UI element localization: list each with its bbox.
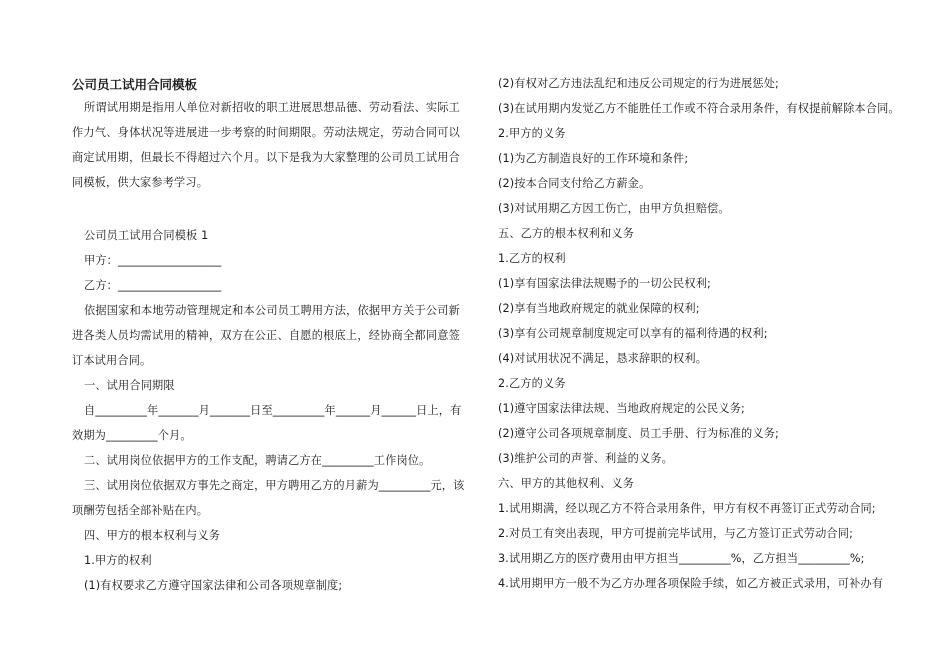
section-3-line-1: 三、试用岗位依据双方事先之商定，甲方聘用乙方的月薪为_________元，该 — [84, 479, 465, 492]
preamble-line-3: 订本试用合同。 — [72, 354, 152, 367]
right-line: (1)为乙方制造良好的工作环境和条件; — [498, 152, 689, 165]
right-line: (1)享有国家法律法规赐予的一切公民权利; — [498, 277, 711, 290]
right-line: 1.乙方的权利 — [498, 252, 566, 265]
party-a-line: 甲方：__________________ — [84, 254, 222, 267]
right-line: (3)在试用期内发觉乙方不能胜任工作或不符合录用条件，有权提前解除本合同。 — [498, 102, 900, 115]
right-line: 2.甲方的义务 — [498, 127, 566, 140]
intro-line-2: 作力气、身体状况等进展进一步考察的时间期限。劳动法规定，劳动合同可以 — [72, 126, 460, 139]
right-line: 3.试用期乙方的医疗费用由甲方担当_________%，乙方担当_________%; — [498, 552, 865, 565]
party-b-line: 乙方：__________________ — [84, 279, 222, 292]
right-line: (3)对试用期乙方因工伤亡，由甲方负担赔偿。 — [498, 202, 730, 215]
section-1-line-1: 自_________年_______月_______日至_________年______月______日上，有 — [84, 404, 462, 417]
right-line: (3)维护公司的声誉、利益的义务。 — [498, 452, 674, 465]
contract-heading: 公司员工试用合同模板 1 — [84, 229, 209, 242]
section-3-line-2: 项酬劳包括全部补贴在内。 — [72, 504, 209, 517]
right-line: (4)对试用状况不满足，恳求辞职的权利。 — [498, 352, 708, 365]
intro-line-1: 所谓试用期是指用人单位对新招收的职工进展思想品德、劳动看法、实际工 — [84, 101, 460, 114]
section-4-heading: 四、甲方的根本权利与义务 — [84, 529, 221, 542]
section-1-line-2: 效期为_________个月。 — [72, 429, 192, 442]
right-line: (2)按本合同支付给乙方薪金。 — [498, 177, 651, 190]
preamble-line-1: 依据国家和本地劳动管理规定和本公司员工聘用方法，依据甲方关于公司新 — [84, 304, 460, 317]
intro-line-4: 同模板，供大家参考学习。 — [72, 176, 209, 189]
document-title: 公司员工试用合同模板 — [72, 77, 198, 92]
right-line: (2)有权对乙方违法乱纪和违反公司规定的行为进展惩处; — [498, 77, 779, 90]
right-line: 五、乙方的根本权利和义务 — [498, 227, 635, 240]
section-1-heading: 一、试用合同期限 — [84, 379, 175, 392]
section-4-right-1: (1)有权要求乙方遵守国家法律和公司各项规章制度; — [84, 579, 343, 592]
right-line: (2)享有当地政府规定的就业保障的权利; — [498, 302, 700, 315]
right-line: 2.对员工有突出表现，甲方可提前完毕试用，与乙方签订正式劳动合同; — [498, 527, 854, 540]
preamble-line-2: 进各类人员均需试用的精神，双方在公正、自愿的根底上，经协商全都同意签 — [72, 329, 460, 342]
right-line: 六、甲方的其他权利、义务 — [498, 477, 635, 490]
intro-line-3: 商定试用期，但最长不得超过六个月。以下是我为大家整理的公司员工试用合 — [72, 151, 460, 164]
right-line: (1)遵守国家法律法规、当地政府规定的公民义务; — [498, 402, 745, 415]
right-line: (2)遵守公司各项规章制度、员工手册、行为标准的义务; — [498, 427, 779, 440]
section-2-line: 二、试用岗位依据甲方的工作支配，聘请乙方在_________工作岗位。 — [84, 454, 431, 467]
right-line: 1.试用期满，经以现乙方不符合录用条件，甲方有权不再签订正式劳动合同; — [498, 502, 876, 515]
section-4-rights-heading: 1.甲方的权利 — [84, 554, 152, 567]
right-line: (3)享有公司规章制度规定可以享有的福利待遇的权利; — [498, 327, 768, 340]
right-line: 4.试用期甲方一般不为乙方办理各项保险手续，如乙方被正式录用，可补办有 — [498, 577, 884, 590]
right-line: 2.乙方的义务 — [498, 377, 566, 390]
